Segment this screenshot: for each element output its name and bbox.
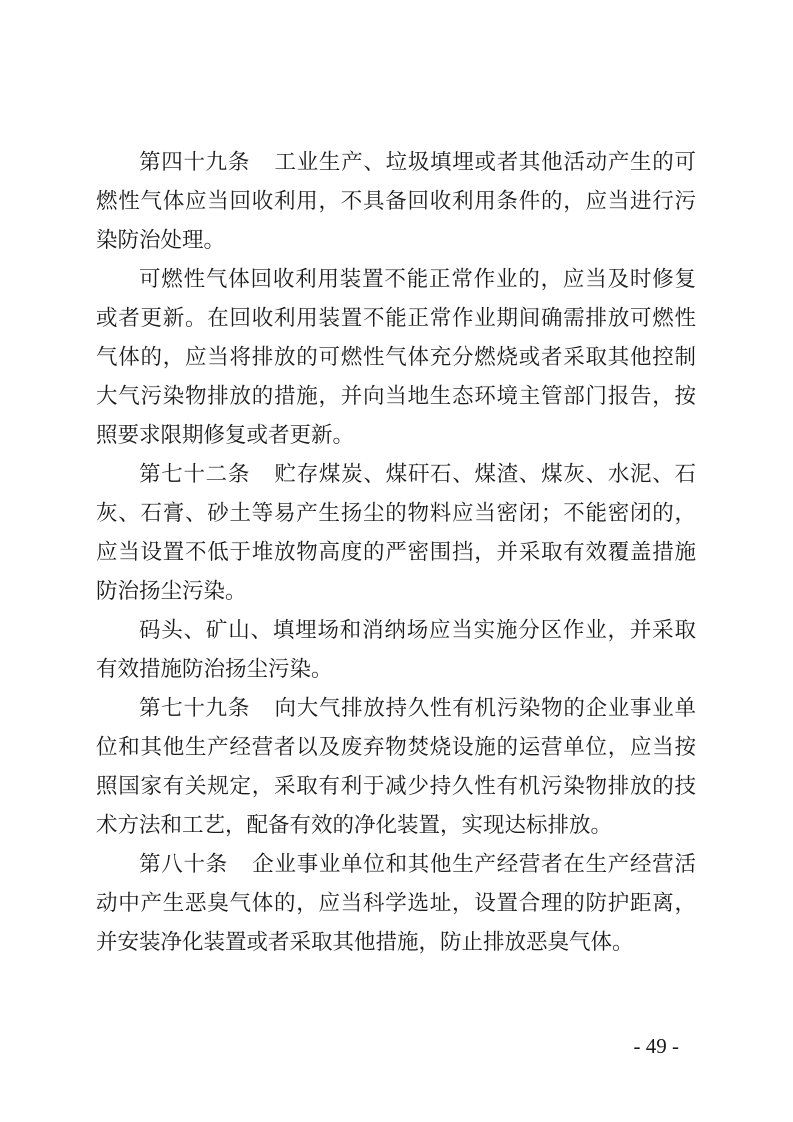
paragraph-article-72-clause-2: [96, 611, 696, 689]
paragraph-article-80: [96, 845, 696, 962]
paragraph-text: 企业事业单位和其他生产经营者在生产经营活动中产生恶臭气体的，应当科学选址，设置合理的防护距离，并安装净化装置或者采取其他措施，防止排放恶臭气体。: [96, 852, 696, 955]
paragraph-text: 可燃性气体回收利用装置不能正常作业的，应当及时修复或者更新。在回收利用装置不能正常作业期间确需排放可燃性气体的，应当将排放的可燃性气体充分燃烧或者采取其他控制大气污染物排放的措施，并向当地生态环境主管部门报告，按照要求限期修复或者更新。: [96, 267, 696, 448]
article-number: 第七十九条: [139, 696, 251, 721]
paragraph-text: 向大气排放持久性有机污染物的企业事业单位和其他生产经营者以及废弃物焚烧设施的运营单位，应当按照国家有关规定，采取有利于减少持久性有机污染物排放的技术方法和工艺，配备有效的净化装置，实现达标排放。: [96, 696, 696, 838]
paragraph-article-72: [96, 455, 696, 611]
article-number: 第四十九条: [139, 150, 251, 175]
document-body: [96, 143, 696, 962]
paragraph-text: 贮存煤炭、煤矸石、煤渣、煤灰、水泥、石灰、石膏、砂土等易产生扬尘的物料应当密闭；不能密闭的，应当设置不低于堆放物高度的严密围挡，并采取有效覆盖措施防治扬尘污染。: [96, 462, 696, 604]
paragraph-article-79: [96, 689, 696, 845]
paragraph-text: 码头、矿山、填埋场和消纳场应当实施分区作业，并采取有效措施防治扬尘污染。: [96, 618, 696, 682]
page-number: - 49 -: [633, 1034, 679, 1058]
paragraph-article-49-clause-2: [96, 260, 696, 455]
article-number: 第七十二条: [139, 462, 251, 487]
paragraph-article-49: [96, 143, 696, 260]
article-number: 第八十条: [139, 852, 228, 877]
paragraph-text: 工业生产、垃圾填埋或者其他活动产生的可燃性气体应当回收利用，不具备回收利用条件的，应当进行污染防治处理。: [96, 150, 696, 253]
